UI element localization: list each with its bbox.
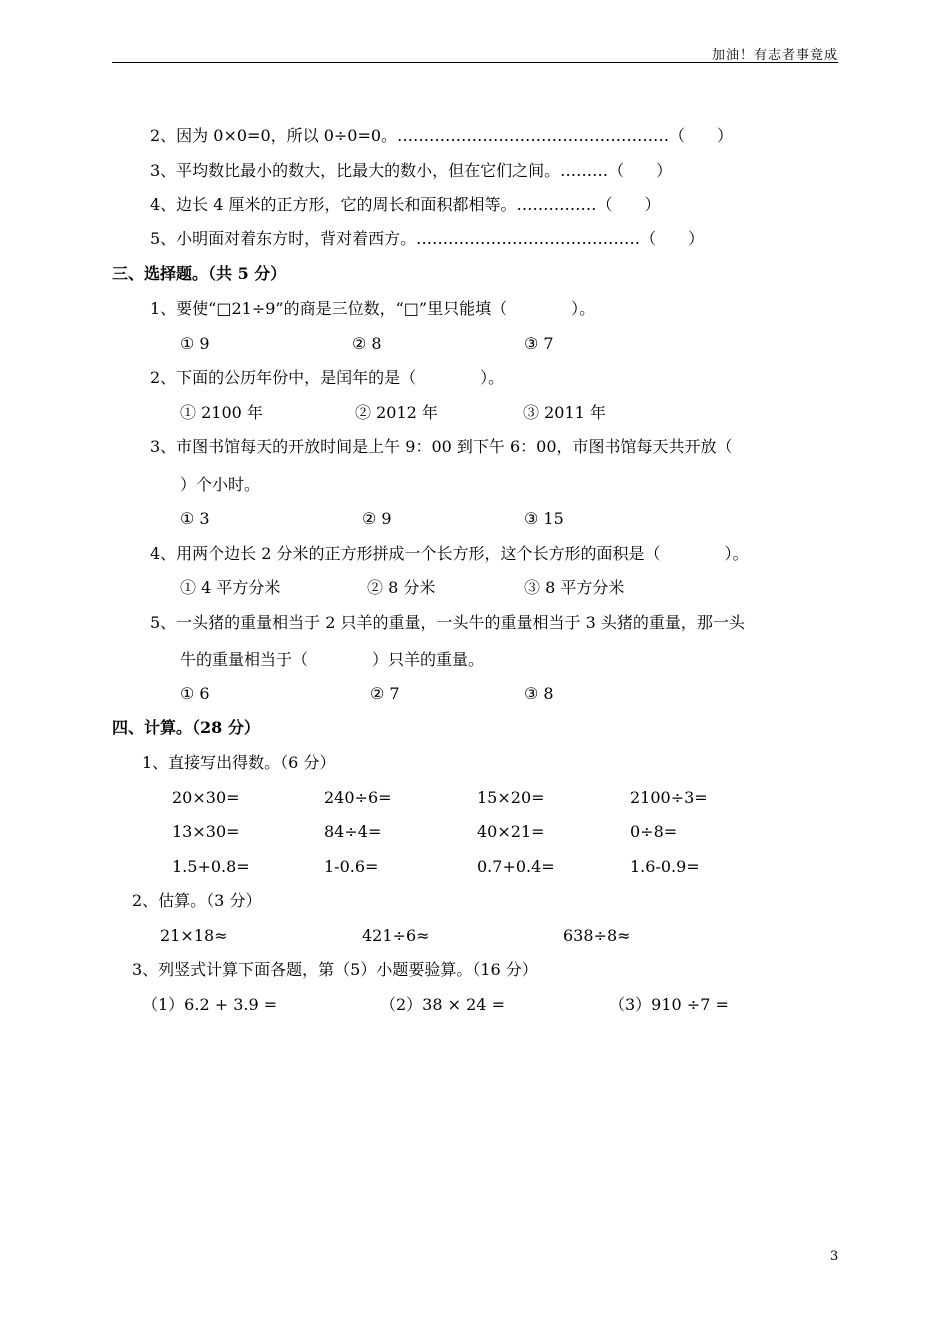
direct-calc-cell: 20×30= xyxy=(172,788,240,807)
vertical-calc-item: （2）38 × 24 = xyxy=(380,995,505,1014)
choice-q5-opt2: ② 7 xyxy=(370,684,400,703)
direct-calc-cell: 1.6-0.9= xyxy=(630,857,700,876)
vertical-calc-title: 3、列竖式计算下面各题，第（5）小题要验算。（16 分） xyxy=(132,960,538,979)
choice-q4-opt2: ② 8 分米 xyxy=(367,578,436,597)
choice-q4: 4、用两个边长 2 分米的正方形拼成一个长方形，这个长方形的面积是（ ）。 xyxy=(150,544,749,563)
direct-calc-cell: 1.5+0.8= xyxy=(172,857,250,876)
estimate-item: 21×18≈ xyxy=(160,926,228,945)
choice-q3-opt2: ② 9 xyxy=(362,509,392,528)
direct-calc-cell: 0.7+0.4= xyxy=(477,857,555,876)
choice-q2-opt3: ③ 2011 年 xyxy=(523,403,606,422)
judgement-item-2: 2、因为 0×0=0，所以 0÷0=0。……………………………………………（ ） xyxy=(150,126,734,145)
header-motto: 加油！有志者事竟成 xyxy=(711,48,838,63)
choice-q5-opt3: ③ 8 xyxy=(524,684,554,703)
direct-calc-cell: 240÷6= xyxy=(324,788,392,807)
direct-calc-cell: 40×21= xyxy=(477,822,545,841)
direct-calc-cell: 13×30= xyxy=(172,822,240,841)
direct-calc-cell: 1-0.6= xyxy=(324,857,379,876)
estimate-title: 2、估算。（3 分） xyxy=(132,891,262,910)
estimate-item: 638÷8≈ xyxy=(563,926,631,945)
page-number: 3 xyxy=(830,1249,839,1264)
vertical-calc-item: （3）910 ÷7 = xyxy=(609,995,729,1014)
choice-q3-opt3: ③ 15 xyxy=(524,509,564,528)
choice-q5-cont: 牛的重量相当于（ ）只羊的重量。 xyxy=(180,650,485,669)
page-header xyxy=(112,40,838,63)
choice-q5-opt1: ① 6 xyxy=(180,684,210,703)
choice-q2: 2、下面的公历年份中，是闰年的是（ ）。 xyxy=(150,368,505,387)
choice-q1-opt2: ② 8 xyxy=(352,334,382,353)
judgement-item-4: 4、边长 4 厘米的正方形，它的周长和面积都相等。……………（ ） xyxy=(150,195,661,214)
choice-q4-opt3: ③ 8 平方分米 xyxy=(524,578,625,597)
judgement-item-3: 3、平均数比最小的数大，比最大的数小，但在它们之间。………（ ） xyxy=(150,161,673,180)
section-choice-title: 三、选择题。（共 5 分） xyxy=(112,264,287,283)
vertical-calc-item: （1）6.2 + 3.9 = xyxy=(142,995,278,1014)
choice-q1-opt1: ① 9 xyxy=(180,334,210,353)
choice-q3-cont: ）个小时。 xyxy=(180,475,261,494)
judgement-item-5: 5、小明面对着东方时，背对着西方。……………………………………（ ） xyxy=(150,229,705,248)
choice-q2-opt1: ① 2100 年 xyxy=(180,403,263,422)
choice-q3-opt1: ① 3 xyxy=(180,509,210,528)
choice-q5: 5、一头猪的重量相当于 2 只羊的重量，一头牛的重量相当于 3 头猪的重量，那一头 xyxy=(150,613,745,632)
choice-q1: 1、要使“□21÷9”的商是三位数，“□”里只能填（ ）。 xyxy=(150,299,596,318)
choice-q4-opt1: ① 4 平方分米 xyxy=(180,578,281,597)
direct-calc-cell: 15×20= xyxy=(477,788,545,807)
choice-q2-opt2: ② 2012 年 xyxy=(355,403,438,422)
direct-calc-cell: 84÷4= xyxy=(324,822,382,841)
choice-q3: 3、市图书馆每天的开放时间是上午 9：00 到下午 6：00，市图书馆每天共开放（ xyxy=(150,437,733,456)
direct-calc-cell: 0÷8= xyxy=(630,822,678,841)
estimate-item: 421÷6≈ xyxy=(362,926,430,945)
direct-calc-cell: 2100÷3= xyxy=(630,788,708,807)
direct-calc-title: 1、直接写出得数。（6 分） xyxy=(142,753,336,772)
section-calc-title: 四、计算。（28 分） xyxy=(112,718,260,737)
choice-q1-opt3: ③ 7 xyxy=(524,334,554,353)
